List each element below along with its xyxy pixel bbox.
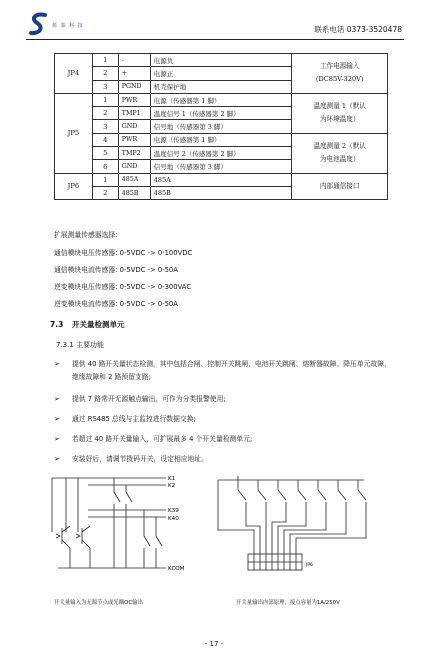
contact-phone: 联系电话 0373-3520478 [314,25,402,34]
left-diagram-caption: 开关量输入为无源节点或光耦OC输出 [54,600,143,606]
pin-signal: GND [118,160,150,173]
page-number: - 17 - [204,640,224,648]
pin-number: 2 [92,107,118,120]
sensor-item: 通信模块电压传感器: 0-5VDC -> 0-100VDC [54,249,193,257]
label-kcom: KCOM [168,566,185,572]
pin-signal: TMP2 [118,147,150,160]
pin-signal: 485B [118,186,150,199]
list-item [54,393,394,406]
bullet-text: 提供 40 路开关量状态检测，其中包括合闸、控制开关跳闸、电池开关跳闸、熔断器故障、降压单元故障、绝缘故障和 2 路预留支路; [72,360,391,381]
pin-description: 信号地（传感器第 3 脚） [150,120,292,133]
pin-signal: PWR [118,133,150,146]
sensor-select-title: 扩展测量传感器选择: [54,231,118,239]
pin-number: 6 [92,160,118,173]
pin-signal: TMP1 [118,107,150,120]
label-k1: K1 [168,476,176,482]
pin-number: 5 [92,147,118,160]
group-name: JP5 [55,93,93,173]
sensor-item: 逆变模块电流传感器: 0-5VDC -> 0-50A [54,300,178,308]
remark-line: 工作电源输入 [319,62,360,71]
pin-number: 1 [92,173,118,186]
pin-signal: PWR [118,93,150,106]
pin-definition-table [54,53,388,200]
table-row [55,93,388,106]
pin-description: 电源（传感器第 1 脚） [150,93,292,106]
group-remark: 内部通信接口 [292,173,388,200]
pin-description: 温度信号 2（传感器第 2 脚） [150,147,292,160]
pin-signal: 485A [118,173,150,186]
subsection-heading: 7.3.1 主要功能 [56,341,105,349]
arrow-bullet-icon: ➢ [54,435,60,443]
group-remark [292,54,388,94]
connector-label: JP6 [306,563,313,568]
remark-line: 为环境温度） [319,115,360,124]
remark-line: 为电池温度） [319,155,360,164]
pin-description: 电源正 [150,67,292,80]
pin-description: 机壳保护地 [150,80,292,93]
sensor-item: 通信模块电流传感器: 0-5VDC -> 0-50A [54,266,178,274]
pin-signal: - [118,54,150,67]
pin-number: 4 [92,133,118,146]
list-item [54,358,394,384]
company-logo-icon [28,12,50,36]
company-name: 蓝 泰 科 技 [52,23,84,29]
switch-input-diagram [48,472,214,584]
remark-line: 温度测量 1（默认 [313,102,366,111]
pin-number: 3 [92,120,118,133]
remark-line: 温度测量 2（默认 [313,142,366,151]
pin-description: 信号地（传感器第 3 脚） [150,160,292,173]
label-k2: K2 [168,483,176,489]
pin-description: 电源负 [150,54,292,67]
pin-description: 温度信号 1（传感器第 2 脚） [150,107,292,120]
bullet-text: 提供 7 路常开无源触点输出，可作为分类报警使用; [72,395,226,403]
pin-number: 2 [92,67,118,80]
arrow-bullet-icon: ➢ [54,360,60,368]
table-row [55,133,388,146]
arrow-bullet-icon: ➢ [54,455,60,463]
relay-output-diagram [214,470,382,588]
group-remark [292,93,388,133]
pin-description: 485A [150,173,292,186]
pin-description: 485B [150,186,292,199]
group-name: JP6 [55,173,93,200]
arrow-bullet-icon: ➢ [54,395,60,403]
section-number: 7.3 [50,320,64,329]
remark-line: (DC85V-320V) [315,75,364,84]
bullet-text: 通过 RS485 总线与主监控进行数据交换; [72,415,196,423]
pin-number: 3 [92,80,118,93]
sensor-item: 逆变模块电压传感器: 0-5VDC -> 0-300VAC [54,283,192,291]
label-k39: K39 [168,508,179,514]
table-row [55,54,388,67]
group-remark [292,133,388,173]
list-item [54,453,394,466]
page-header [26,10,404,40]
list-item [54,433,394,446]
list-item [54,413,394,426]
pin-number: 1 [92,93,118,106]
pin-number: 2 [92,186,118,199]
pin-signal: PGND [118,80,150,93]
bullet-text: 安装好后，请调节拨码开关，设定相应地址。 [72,455,208,463]
table-row [55,173,388,186]
section-heading [50,319,125,330]
pin-description: 电源（传感器第 1 脚） [150,133,292,146]
arrow-bullet-icon: ➢ [54,415,60,423]
pin-signal: GND [118,120,150,133]
pin-signal: + [118,67,150,80]
section-title: 开关量检测单元 [72,320,125,329]
pin-number: 1 [92,54,118,67]
group-name: JP4 [55,54,93,94]
label-k40: K40 [168,516,179,522]
right-diagram-caption: 开关量输出内部原理，接点容量为1A/250V [236,600,340,606]
bullet-text: 若超过 40 路开关量输入，可扩展最多 4 个开关量检测单元; [72,435,253,443]
